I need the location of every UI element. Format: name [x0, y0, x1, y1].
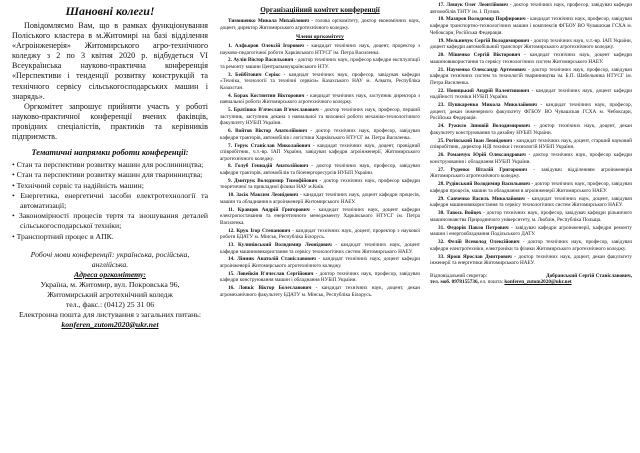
members-list: [220, 43, 420, 298]
member-description: - кандидат технічних наук, доцент кафедри електропостачання та енергетичного менеджменту Харківського НТУСГ ім. Петра Василенка.: [220, 206, 420, 226]
member-name: 17. Ляшук Олег Леонтійович: [438, 2, 508, 8]
member-entry: [430, 152, 632, 165]
member-description: - кандидат технічних наук, доцент, старший науковий співробітник, директор НДІ техніки і технологій НУБіП України.: [430, 137, 632, 151]
member-name: 11. Кравцов Андрій Григорович: [228, 206, 310, 213]
member-name: 13. Кулинівський Володимир Леонідович: [228, 241, 332, 248]
greeting-heading: Шановні колеги!: [65, 4, 155, 18]
address-line: тел., факс.: (0412) 25 31 06: [65, 299, 155, 309]
chair-name: Тимошенко Микола Михайлович: [228, 18, 310, 24]
member-description: - доктор технічних наук, професор, завідувач кафедри тракторів, автомобілів і логістики Харківського НТУСГ ім. Петра Василенка.: [220, 128, 421, 141]
member-name: 19. Мельничук Сергій Володимирович: [438, 37, 530, 44]
member-entry: [220, 143, 420, 163]
topics-heading: Тематичні напрямки роботи конференції:: [31, 148, 189, 158]
member-name: 4. Борак Костянтин Вікторович: [228, 92, 305, 99]
member-entry: [430, 102, 632, 122]
member-name: 23. Пушкаренко Микола Миколайович: [438, 102, 537, 109]
secretary-contact: [430, 279, 632, 286]
member-entry: [430, 2, 632, 15]
member-entry: [430, 196, 632, 209]
member-description: - кандидат технічних наук, професор, доцент, декан інженерного факультету ФГБОУ ВО Чувашская ГСХА м. Чебоксари, Російська Федерація.: [430, 102, 633, 122]
member-entry: [220, 107, 420, 127]
secretary-email-link[interactable]: konferen_zutom2020@ukr.net: [504, 279, 572, 286]
member-name: 25. Рогівський Іван Леонідович: [438, 137, 513, 144]
member-description: - кандидат технічних наук, доцент кафедри машиновикористання та сервісу технологічних систем Житомирського НАЕУ.: [220, 241, 420, 255]
committee-continued-column: [426, 0, 636, 453]
member-name: 33. Ярош Ярослав Дмитрович: [438, 253, 512, 260]
address-line: Україна, м. Житомир, вул. Покровська 96,: [40, 279, 180, 289]
contact-email-link[interactable]: konferen_zutom2020@ukr.net: [61, 319, 159, 329]
member-description: - кандидат технічних наук, професор, завідувач кафедри транспортно-технологічних машин і комплексів ФГБОУ ВО Чувашская ГСХА м. Чебоксари, Російська Федерація.: [430, 16, 632, 36]
secretary-email-label: ел. пошта:: [480, 279, 504, 286]
member-name: 9. Дмитрук Володимир Тимофійович: [228, 177, 318, 184]
member-name: 24. Ружило Зиновій Володимирович: [438, 123, 530, 130]
member-name: 18. Мазяров Володимир Порфирович: [438, 16, 526, 23]
secretary-label: Відповідальний секретар:: [430, 272, 488, 279]
member-description: - доктор технічних наук, професор кафедри конструювання і обладнання НУБіП України.: [430, 152, 632, 165]
member-description: - кандидат технічних наук, доцент кафедри процесів, машин та обладнання в агроінженерії Житомирського НАЕУ.: [220, 192, 420, 205]
member-entry: [220, 192, 420, 205]
committee-heading: Організаційний комітет конференції: [260, 6, 380, 14]
member-entry: [220, 163, 420, 176]
member-name: 6. Войтов Віктор Анатолійович: [228, 128, 308, 135]
member-name: 16. Ловкіс Віктор Болеславович: [228, 285, 312, 292]
member-description: - кандидат технічних наук, заступник директора з навчальної роботи Житомирського агротехнічного коледжу.: [220, 92, 420, 106]
member-entry: [220, 271, 420, 284]
member-name: 28. Рудівський Володимир Васильович: [438, 181, 530, 188]
member-description: - доктор технічних наук, професор, завідувач кафедри автомобілів ТНТУ ім. І. Пулюя.: [430, 2, 632, 15]
member-entry: [430, 254, 632, 267]
member-name: 27. Руденко Віталій Григорович: [438, 166, 528, 173]
email-line: [12, 320, 208, 330]
member-entry: [430, 67, 632, 87]
member-entry: [220, 256, 420, 269]
member-entry: [430, 181, 632, 194]
member-description: - доктор технічних наук, професор, завідувач кафедри технічних систем та технологій тваринництва ім. Б.П. Шабельника НТУСГ ім. Петра Василенка.: [430, 66, 632, 86]
member-entry: [430, 88, 632, 101]
member-name: 3. Бейбітович Серікс: [228, 71, 281, 78]
member-entry: [220, 93, 420, 106]
topic-item: • Транспортний процес в АПК.: [12, 231, 114, 241]
member-name: 31. Федорів Павло Петрович: [438, 224, 509, 231]
topic-item: • Енергетика, енергетичні засоби електротехнології та автоматизації;: [12, 190, 208, 210]
member-description: - кандидат технічних наук, доцент, проректор з наукової роботи БДАТУ м. Мінськ, Республіка Білорусь.: [220, 227, 420, 241]
topic-item: • Технічний сервіс та надійність машин;: [12, 180, 144, 190]
member-name: 30. Тавось Войцех: [438, 210, 482, 217]
member-entry: [430, 167, 632, 180]
member-name: 21. Науменко Олександр Артемович: [438, 66, 526, 73]
member-description: - доктор технічних наук, професор, завідувач кафедри електротехніки, електроніки та фізики Житомирського агротехнічного коледжу.: [430, 239, 632, 252]
member-description: - кандидат технічних наук, доцент кафедри агроінженерії Житомирського агротехнічного коледжу.: [220, 256, 421, 269]
topic-item: • Закономірності процесів тертя та зношування деталей сільськогосподарської техніки;: [12, 211, 208, 231]
member-entry: [430, 138, 632, 151]
member-entry: [220, 178, 420, 191]
topic-item: • Стан та перспективи розвитку машин для тваринництва;: [12, 170, 203, 180]
secretary-phone: тел. моб. 0978155736,: [430, 279, 479, 286]
member-name: 15. Ловейкін В'ячеслав Сергійович: [228, 270, 314, 277]
member-entry: [430, 16, 632, 36]
member-name: 2. Аулін Віктор Васильович: [228, 57, 294, 64]
member-description: - доктор технічних наук, ч.т.-вр. ІАП України, доцент кафедри автомобільний транспорт Житомирського агротехнічного коледжу.: [430, 37, 632, 51]
member-entry: [220, 128, 420, 141]
member-description: - кандидат технічних наук, доцент, проректор з науково-педагогічної роботи Харківського НТУСГ ім. Петра Василенка.: [220, 43, 420, 56]
member-description: - кандидат технічних наук, доцент, провідний співробітник, ч.т.-вр. ІАП України, завідувач кафедри агроінженерії, Житомирського агротехнічного коледжу.: [220, 142, 420, 162]
member-entry: [220, 228, 420, 241]
member-name: 5. Братішко В'ячеслав В'ячеславович: [228, 107, 319, 114]
member-entry: [220, 57, 420, 70]
member-entry: [430, 225, 632, 238]
member-name: 20. Мішенко Сергій Вікторович: [438, 52, 521, 59]
languages-note: Робочі мови конференції: українська, російська, англійська.: [30, 249, 190, 269]
topic-item: • Стан та перспективи розвитку машин для рослинництва;: [12, 160, 204, 170]
address-heading: Адреса оргкомітету:: [73, 269, 146, 279]
member-description: - доктор технічних наук, професор, завідувач кафедри процесів, машин та обладнання в агроінженерії Житомирського НАЕУ.: [430, 181, 632, 194]
member-name: 32. Фелій Всеволод Олексійович: [438, 239, 520, 246]
chair-description: - голова оргкомітету, доктор економічних наук, доцент, директор Житомирського агротехнічного коледжу.: [220, 18, 421, 31]
member-entry: [220, 72, 420, 92]
member-name: 14. Лінник Анатолій Станіславович: [228, 256, 316, 263]
member-entry: [220, 285, 420, 298]
member-description: - завідувач кафедри агроінженерії, кафедри ремонту машин і енергообладнання Подільського ДАТУ.: [430, 224, 632, 238]
member-name: 8. Голуб Геннадій Анатолійович: [228, 163, 309, 170]
member-description: - кандидат технічних наук, доцент, декан агромеханічного факультету БДАТУ м. Мінськ, Республіка Білорусь.: [220, 285, 420, 298]
member-entry: [430, 239, 632, 252]
member-entry: [430, 38, 632, 51]
member-description: - доктор технічних наук, доцент, декан факультету інженерії та енергетики Житомирського НАЕУ.: [430, 253, 632, 267]
member-description: - кандидат технічних наук, доцент, завідувач кафедри машиновикористання та сервісу технологічних систем Житомирського НАЕУ.: [430, 195, 632, 209]
member-description: - доктор технічних наук, професор кафедри експлуатації та ремонту машин Центральноукраїнського НТУ.: [220, 57, 420, 71]
info-column: [4, 0, 214, 453]
member-name: 7. Герук Станіслав Миколайович: [228, 142, 311, 149]
member-description: - доктор технічних наук, доцент, декан факультету конструювання та дизайну НУБіП України.: [430, 123, 632, 136]
member-name: 26. Романчук Юрій Олександрович: [438, 152, 526, 159]
invitation-paragraph: Оргкомітет запрошує прийняти участь у роботі науково-практичної конференції вчених факівців, провідних спеціалістів, практиків та керівників підприємств.: [12, 101, 208, 142]
member-description: - кандидат технічних наук, доцент кафедри машиновикористання та сервісу технологічних систем Житомирського НАЕУ.: [430, 52, 633, 65]
intro-paragraph: Повідомляємо Вам, що в рамках функціонування Поліського кластера в м.Житомирі на базі відділення «Агроінженерія» Житомирського агро-технічного коледжу з 2 по 3 квітня 2020 р. відбудеться VI Всеукраїнська науково-практична конференція «Перспективи і тенденції розвитку конструкцій та технічного сервісу сільськогосподарських машин і знарядь».: [12, 21, 208, 101]
address-line: Житомирський агротехнічний коледж: [47, 289, 173, 299]
secretary-name: Добранський Сергій Станіславович,: [546, 272, 632, 279]
member-description: - доктор технічних наук, професор, перший заступник, заступник декана з навчальної та виховної роботи механіко-технологічного факультету НУБіП України.: [220, 107, 420, 127]
member-name: 22. Новицький Андрій Валентинович: [438, 87, 530, 94]
member-entry: [430, 123, 632, 136]
member-description: - кандидат технічних наук, доцент кафедри надійності техніки НУБіП України.: [430, 87, 633, 101]
committee-column: [216, 0, 424, 453]
member-name: 29. Савченко Василь Миколайович: [438, 195, 525, 202]
member-description: - доктор технічних наук, професор, завідувач кафедри тракторів, автомобілів та біоенергоресурсів НУБіП України.: [220, 163, 421, 177]
chair-entry: [220, 18, 420, 31]
member-entry: [430, 210, 632, 223]
address-line: Електронна пошта для листування з загальних питань:: [18, 309, 202, 319]
member-entry: [430, 52, 632, 65]
member-entry: [220, 43, 420, 56]
member-description: - доктор технічних наук, професор кафедри теоретичної та прикладної фізики НАУ м.Київ.: [220, 177, 420, 191]
member-entry: [220, 207, 420, 227]
member-description: - доктор технічних наук, професор, завідувач кафедри рільничого машинознавства Природничого університету, м. Люблін, Республіка Польща.: [430, 210, 632, 223]
member-description: - кандидат технічних наук, професор, завідувач кафедри «Техніка, технології та технічні сервіси» Казахського НАУ м. Алмати, Республіка Казахстан.: [220, 71, 420, 91]
members-heading: Члени оргкомітету: [296, 34, 344, 41]
member-name: 1. Алфьоров Олексій Ігорович: [228, 43, 304, 50]
member-name: 10. Засік Максим Леонідович: [228, 192, 299, 199]
member-entry: [220, 242, 420, 255]
member-description: - доктор технічних наук, професор, завідувач кафедри конструювання машин і обладнання НУБіП України.: [220, 270, 420, 284]
member-name: 12. Крук Ігор Степанович: [228, 227, 291, 234]
member-description: - завідувач відділенням агроінженерія Житомирського агротехнічного коледжу.: [430, 166, 633, 180]
members-list-continued: [430, 2, 632, 267]
